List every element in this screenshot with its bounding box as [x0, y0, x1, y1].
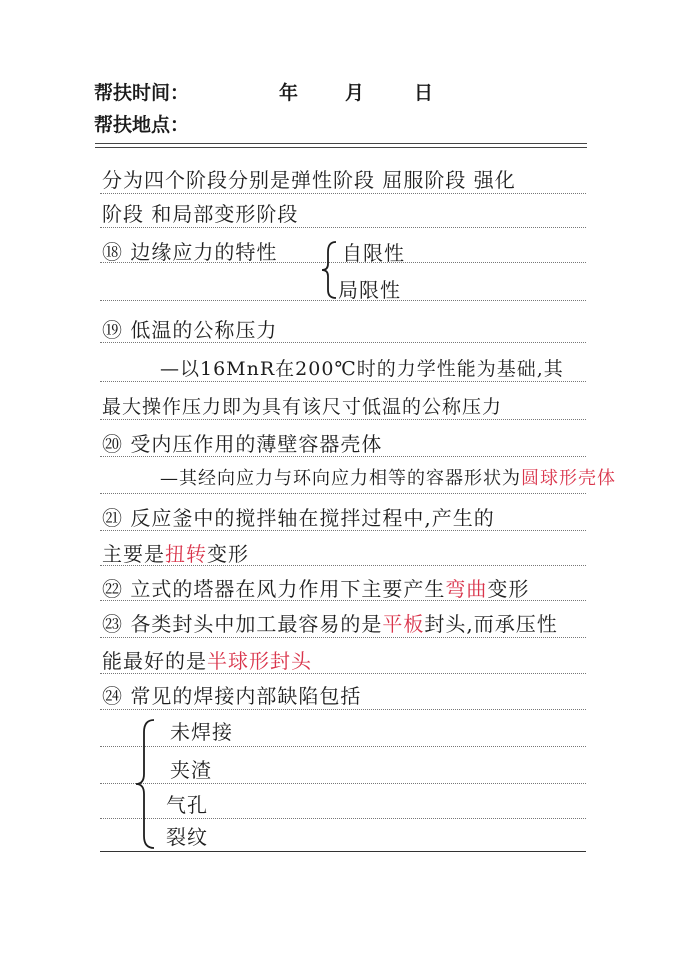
ruled-line	[100, 419, 586, 420]
q24-title: ㉔ 常见的焊接内部缺陷包括	[102, 684, 362, 708]
q23-answer-2: 半球形封头	[207, 649, 312, 673]
header-rule-bottom	[95, 147, 587, 148]
q21-answer: 扭转	[165, 542, 207, 566]
q23-text-a: ㉓ 各类封头中加工最容易的是	[102, 612, 383, 636]
ruled-line	[100, 818, 586, 819]
q18-item-a: 自限性	[342, 241, 405, 265]
day-label: 日	[414, 82, 434, 104]
ruled-line	[100, 493, 586, 494]
ruled-line	[100, 530, 586, 531]
q20-body-text: —其经向应力与环向应力相等的容器形状为	[160, 468, 521, 489]
help-place-label: 帮扶地点：	[94, 114, 190, 136]
q22-text-a: ㉒ 立式的塔器在风力作用下主要产生	[102, 577, 446, 601]
ruled-line	[100, 746, 586, 747]
ruled-line	[100, 193, 586, 194]
year-label: 年	[279, 82, 299, 104]
q24-item-1: 未焊接	[170, 720, 233, 744]
q24-brace	[136, 718, 160, 850]
q22-text-b: 变形	[487, 577, 530, 601]
q20-title: ⑳ 受内压作用的薄壁容器壳体	[102, 432, 383, 456]
q20-answer: 圆球形壳体	[521, 468, 616, 489]
help-time-label: 帮扶时间：	[94, 82, 190, 104]
q21-text-b: 变形	[207, 542, 249, 566]
ruled-line	[100, 709, 586, 710]
q23-line-1	[102, 614, 558, 634]
ruled-line	[100, 783, 586, 784]
q18-item-b: 局限性	[338, 278, 401, 302]
q22-answer: 弯曲	[445, 577, 488, 601]
q21-line-1: ㉑ 反应釜中的搅拌轴在搅拌过程中,产生的	[102, 506, 495, 530]
q19-body: —以16MnR在200℃时的力学性能为基础,其	[160, 358, 564, 380]
ruled-line	[100, 342, 586, 343]
q24-item-2: 夹渣	[170, 758, 212, 782]
q19-body-2: 最大操作压力即为具有该尺寸低温的公称压力	[102, 396, 503, 418]
q21-text-a: 主要是	[102, 542, 165, 566]
q23-text-b: 封头,而承压性	[424, 612, 558, 636]
note-line-1: 分为四个阶段分别是弹性阶段 屈服阶段 强化	[102, 168, 516, 192]
q24-item-4: 裂纹	[166, 825, 208, 849]
bottom-rule	[100, 851, 586, 852]
q22-line	[102, 579, 529, 599]
ruled-line	[100, 381, 586, 382]
ruled-line	[100, 637, 586, 638]
q18-title: ⑱ 边缘应力的特性	[102, 240, 278, 264]
ruled-line	[100, 456, 586, 457]
q23-answer-1: 平板	[382, 612, 425, 636]
header-rule-top	[95, 143, 587, 144]
q23-text-c: 能最好的是	[102, 649, 207, 673]
ruled-line	[100, 227, 586, 228]
ruled-line	[100, 673, 586, 674]
q23-line-2	[102, 651, 312, 671]
q21-line-2	[102, 544, 249, 564]
q19-title: ⑲ 低温的公称压力	[102, 318, 278, 342]
q20-body	[160, 470, 616, 488]
note-line-2: 阶段 和局部变形阶段	[102, 202, 299, 226]
q24-item-3: 气孔	[166, 793, 208, 817]
month-label: 月	[345, 82, 365, 104]
